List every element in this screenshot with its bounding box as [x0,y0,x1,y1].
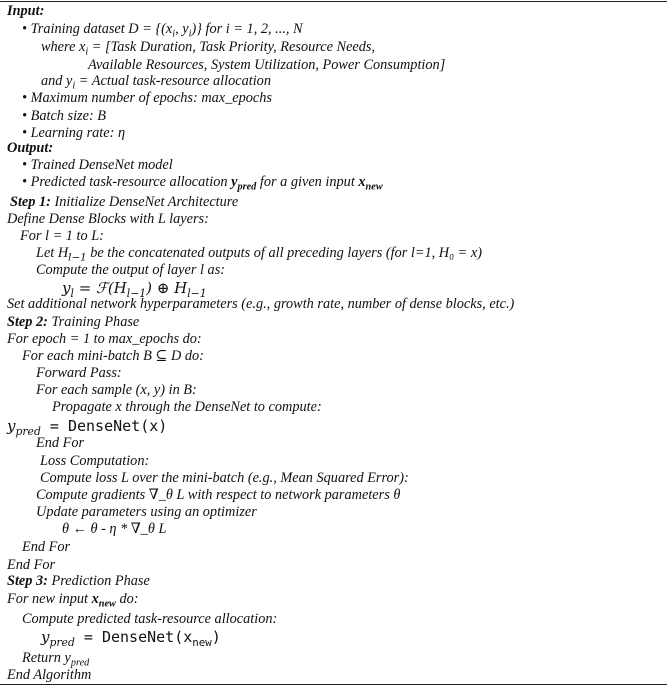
pred-formula: $y_{pred}$ = $DenseNet(x_{new})$ [41,628,221,649]
forward-line: Forward Pass: [36,365,122,381]
define-line: Define Dense Blocks with L layers: [7,211,209,227]
compute-line: Compute the output of layer l as: [36,262,226,278]
for-batch-line: For each mini-batch B ⊆ D do: [22,348,204,364]
and-line: and $y_i$ = Actual task-resource allocation [41,73,271,92]
ypred-formula: $y_{pred}$ = DenseNet(x) [7,417,168,438]
epochs-line: • Maximum number of epochs: max_epochs [22,90,272,106]
input-heading: Input: [7,3,45,19]
step3-heading: Step 3: Prediction Phase [7,573,150,589]
output-heading: Output: [7,140,54,156]
dataset-line: • Training dataset $D = \{(x_i$, $y_i$)} for i = 1, 2, ..., N [22,21,303,40]
end-for-2: End For [22,539,71,555]
propagate-line: Propagate x through the DenseNet to compute: [52,399,322,415]
end-algorithm: End Algorithm [7,667,92,683]
let-line: Let $H_{l-1}$ be the concatenated outputs of all preceding layers (for l=1, H₀ = x) [36,245,482,264]
for-sample-line: For each sample (x, y) in B: [36,382,197,398]
for-l-line: For l = 1 to L: [20,228,104,244]
return-line: Return $y_{pred}$ [22,650,90,669]
compute-pred-line: Compute predicted task-resource allocation: [22,611,278,627]
gradients-line: Compute gradients ∇_θ L with respect to network parameters θ [36,487,401,503]
batch-line: • Batch size: B [22,108,107,124]
for-epoch-line: For epoch = 1 to max_epochs do: [7,331,202,347]
update-line: Update parameters using an optimizer [36,504,257,520]
end-for-1: End For [36,435,85,451]
set-line: Set additional network hyperparameters (e.g., growth rate, number of dense blocks, etc.) [7,296,515,312]
layer-formula: $y_l$ = $ℱ(H_{l-1})$ ⊕ $H_{l-1}$ [62,279,207,300]
lr-line: • Learning rate: η [22,125,126,141]
predicted-line: • Predicted task-resource allocation $y_{pred}$ for a given input $x_{new}$ [22,174,383,193]
end-for-3: End For [7,557,56,573]
step1-heading: Step 1: Initialize DenseNet Architecture [10,194,239,210]
loss-line: Loss Computation: [40,453,150,469]
model-line: • Trained DenseNet model [22,157,173,173]
for-new-line: For new input $x_{new}$ do: [7,591,139,610]
compute-loss-line: Compute loss L over the mini-batch (e.g., Mean Squared Error): [40,470,409,486]
where-line-2: Available Resources, System Utilization, Power Consumption] [88,57,446,73]
theta-update: θ ← θ - η * ∇_θ L [62,521,167,537]
where-line-1: where $x_i$ = [Task Duration, Task Priority, Resource Needs, [41,39,376,58]
top-rule [0,1,667,2]
step2-heading: Step 2: Training Phase [7,314,140,330]
